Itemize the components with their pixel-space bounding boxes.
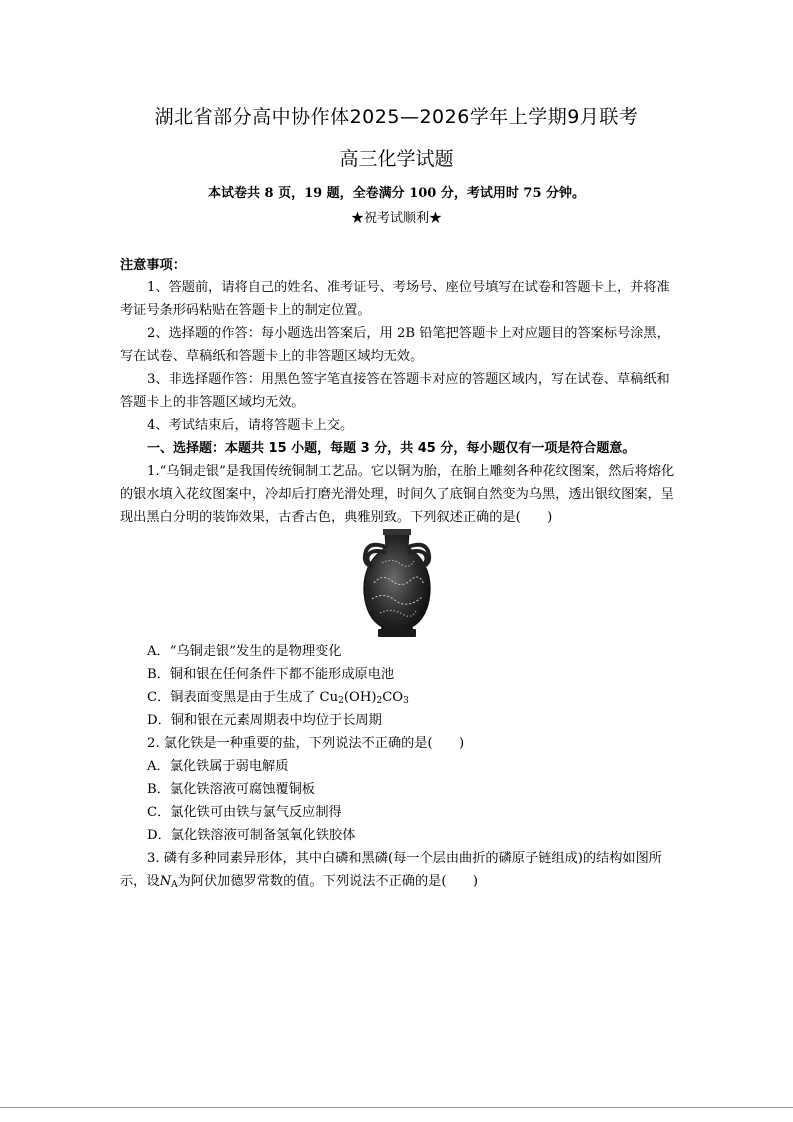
q1-option-c — [120, 686, 680, 709]
notes-list — [120, 276, 680, 529]
q1-option-c-sub3: 3 — [403, 696, 409, 706]
q2-option-b: B．氯化铁溶液可腐蚀覆铜板 — [147, 782, 315, 797]
q1-option-b: B．铜和银在任何条件下都不能形成原电池 — [147, 667, 395, 682]
q1-option-c-sub1: 2 — [338, 696, 344, 706]
exam-info: 本试卷共 8 页，19 题，全卷满分 100 分，考试用时 75 分钟。 — [207, 186, 586, 201]
q1-option-a: A．“乌铜走银”发生的是物理变化 — [147, 644, 342, 659]
q3-stem-b: 为阿伏加德罗常数的值。下列说法不正确的是( ) — [177, 874, 479, 889]
q2-option-a: A．氯化铁属于弱电解质 — [147, 759, 289, 774]
q1-option-c-tail: CO — [382, 690, 404, 705]
note-item-2: 2、选择题的作答：每小题选出答案后，用 2B 铅笔把答题卡上对应题目的答案标号涂黑，写在试卷、草稿纸和答题卡上的非答题区域均无效。 — [120, 326, 670, 364]
na-subscript: A — [171, 880, 178, 890]
note-item-4: 4、考试结束后，请将答题卡上交。 — [147, 418, 354, 433]
notes-heading: 注意事项： — [120, 258, 186, 273]
section-heading: 一、选择题：本题共 15 小题，每题 3 分，共 45 分，每小题仅有一项是符合题意。 — [147, 441, 636, 456]
note-item-3: 3、非选择题作答：用黑色签字笔直接答在答题卡对应的答题区域内，写在试卷、草稿纸和答题卡上的非答题区域均无效。 — [120, 372, 670, 410]
exam-subtitle: 高三化学试题 — [339, 148, 454, 170]
na-symbol: N — [159, 874, 172, 889]
q2-option-c: C．氯化铁可由铁与氯气反应制得 — [147, 805, 342, 820]
q1-option-d: D．铜和银在元素周期表中均位于长周期 — [147, 713, 382, 728]
exam-title: 湖北省部分高中协作体2025—2026学年上学期9月联考 — [154, 106, 639, 128]
q1-option-c-prefix: C．铜表面变黑是由于生成了 Cu — [147, 690, 339, 705]
exam-wish: ★祝考试顺利★ — [350, 211, 442, 226]
question-1-options — [120, 640, 680, 893]
question-3-stem — [120, 847, 680, 893]
bronze-vase-image — [352, 523, 442, 639]
note-item-1: 1、答题前，请将自己的姓名、准考证号、考场号、座位号填写在试卷和答题卡上，并将准考证号条形码粘贴在答题卡上的制定位置。 — [120, 280, 670, 318]
page-bottom-border — [0, 1107, 793, 1108]
q1-option-c-mid: (OH) — [343, 690, 377, 705]
question-2-stem: 2. 氯化铁是一种重要的盐，下列说法不正确的是( ) — [147, 736, 465, 751]
q3-stem-a: 3. 磷有多种同素异形体，其中白磷和黑磷(每一个层由曲折的磷原子链组成)的结构如图所示，设 — [120, 851, 662, 889]
question-1-stem: 1.“乌铜走银”是我国传统铜制工艺品。它以铜为胎，在胎上雕刻各种花纹图案，然后将熔化的银水填入花纹图案中，冷却后打磨光滑处理，时间久了底铜自然变为乌黑，透出银纹图案，呈现出黑白分明的装饰效果，古香古色，典雅别致。下列叙述正确的是( ) — [120, 464, 675, 525]
q1-option-c-sub2: 2 — [376, 696, 383, 706]
q2-option-d: D．氯化铁溶液可制备氢氧化铁胶体 — [147, 828, 356, 843]
